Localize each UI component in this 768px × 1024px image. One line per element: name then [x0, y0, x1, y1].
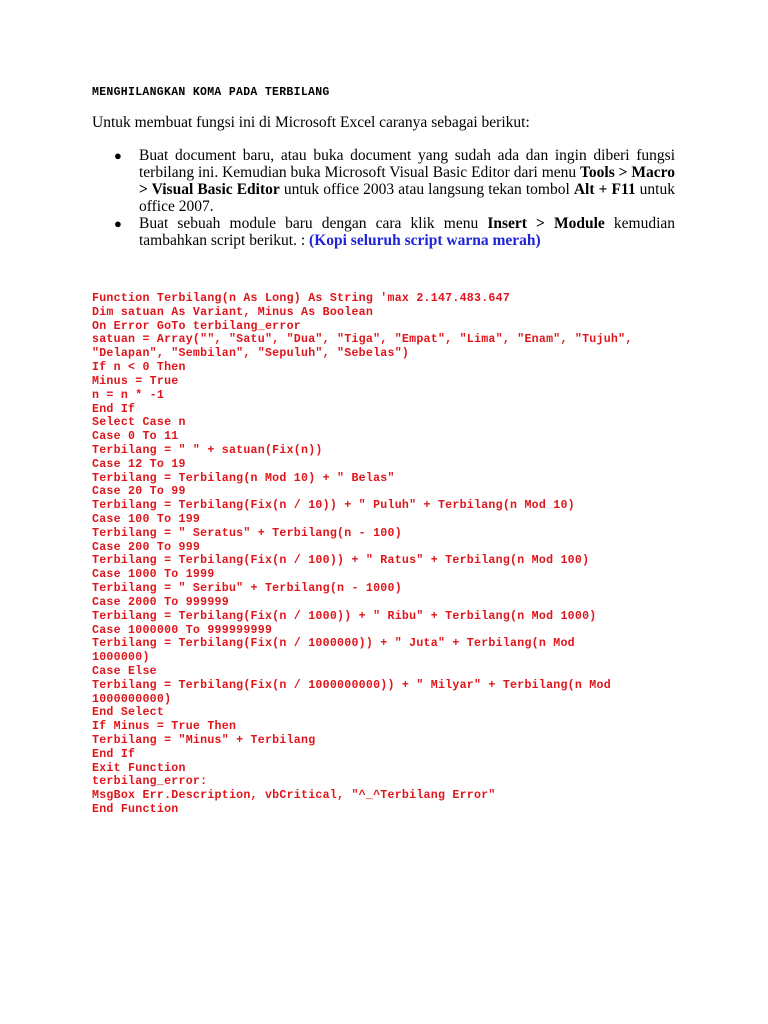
code-line: Terbilang = "Minus" + Terbilang: [92, 734, 316, 747]
instruction-2-text-a: Buat sebuah module baru dengan cara klik menu: [139, 215, 488, 232]
code-line: End If: [92, 402, 136, 416]
instruction-1-menu-path: Tools > Macro > Visual Basic Editor: [139, 164, 675, 198]
copy-script-note: (Kopi seluruh script warna merah): [309, 232, 541, 249]
code-line: Terbilang = Terbilang(Fix(n / 1000000000)) + " Milyar" + Terbilang(n Mod: [92, 678, 611, 692]
instruction-1-text-c: untuk office 2007.: [139, 181, 675, 215]
code-line: 1000000000): [92, 692, 172, 706]
code-line: Terbilang = Terbilang(Fix(n / 1000)) + " Ribu" + Terbilang(n Mod 1000): [92, 609, 597, 623]
code-line: Case 20 To 99: [92, 485, 186, 499]
code-line: satuan = Array("", "Satu", "Dua", "Tiga", "Empat", "Lima", "Enam", "Tujuh",: [92, 333, 633, 347]
code-line: 1000000): [92, 651, 150, 665]
code-line: MsgBox Err.Description, vbCritical, "^_^Terbilang Error": [92, 789, 496, 803]
code-line: Case 12 To 19: [92, 457, 186, 471]
code-line: Case 0 To 11: [92, 430, 179, 444]
code-line: End Function: [92, 803, 179, 817]
code-line: Case 1000000 To 999999999: [92, 623, 273, 637]
code-line: Terbilang = Terbilang(Fix(n / 10)) + " Puluh" + Terbilang(n Mod 10): [92, 499, 575, 513]
code-line: Terbilang = " Seratus" + Terbilang(n - 100): [92, 526, 402, 540]
code-line: If n < 0 Then: [92, 361, 186, 375]
code-line: Terbilang = Terbilang(Fix(n / 100)) + " Ratus" + Terbilang(n Mod 100): [92, 554, 590, 568]
instruction-1-shortcut: Alt + F11: [573, 181, 636, 198]
code-line: "Delapan", "Sembilan", "Sepuluh", "Sebelas"): [92, 347, 410, 361]
vba-code-block: [92, 292, 692, 817]
code-line: Terbilang = Terbilang(n Mod 10) + " Belas": [92, 471, 395, 485]
code-line: n = n * -1: [92, 388, 165, 402]
code-line: Case 200 To 999: [92, 540, 201, 554]
document-heading: MENGHILANGKAN KOMA PADA TERBILANG: [92, 86, 330, 99]
code-line: Terbilang = " Seribu" + Terbilang(n - 1000): [92, 582, 402, 596]
instruction-item-1: [92, 147, 675, 215]
code-line: Case 100 To 199: [92, 513, 201, 526]
code-line: On Error GoTo terbilang_error: [92, 319, 302, 333]
code-line: Exit Function: [92, 761, 186, 775]
code-line: Case Else: [92, 664, 157, 678]
code-line: End Select: [92, 706, 165, 720]
code-line: Function Terbilang(n As Long) As String 'max 2.147.483.647: [92, 292, 511, 305]
instruction-1-text-b: untuk office 2003 atau langsung tekan tombol: [279, 181, 574, 198]
bullet-dot-icon: ●: [114, 216, 122, 231]
code-line: Case 2000 To 999999: [92, 595, 229, 609]
code-line: Select Case n: [92, 416, 186, 430]
code-line: If Minus = True Then: [92, 720, 237, 734]
code-line: Terbilang = Terbilang(Fix(n / 1000000)) + " Juta" + Terbilang(n Mod: [92, 637, 575, 651]
instruction-2-text-b: kemudian tambahkan script berikut. :: [139, 215, 676, 249]
code-line: Case 1000 To 1999: [92, 568, 215, 582]
code-line: terbilang_error:: [92, 775, 208, 789]
code-line: Minus = True: [92, 374, 179, 388]
intro-paragraph: Untuk membuat fungsi ini di Microsoft Excel caranya sebagai berikut:: [92, 114, 530, 131]
bullet-dot-icon: ●: [114, 148, 122, 163]
code-line: Dim satuan As Variant, Minus As Boolean: [92, 305, 374, 319]
code-line: Terbilang = " " + satuan(Fix(n)): [92, 443, 323, 457]
instruction-1-text-a: Buat document baru, atau buka document yang sudah ada dan ingin diberi fungsi terbilang ini. Kemudian buka Microsoft Visual Basic Editor dari menu: [139, 147, 675, 181]
instruction-item-2: [92, 215, 675, 249]
instruction-2-menu-path: Insert > Module: [487, 215, 605, 232]
instruction-list: [92, 147, 675, 249]
code-line: End If: [92, 747, 136, 761]
